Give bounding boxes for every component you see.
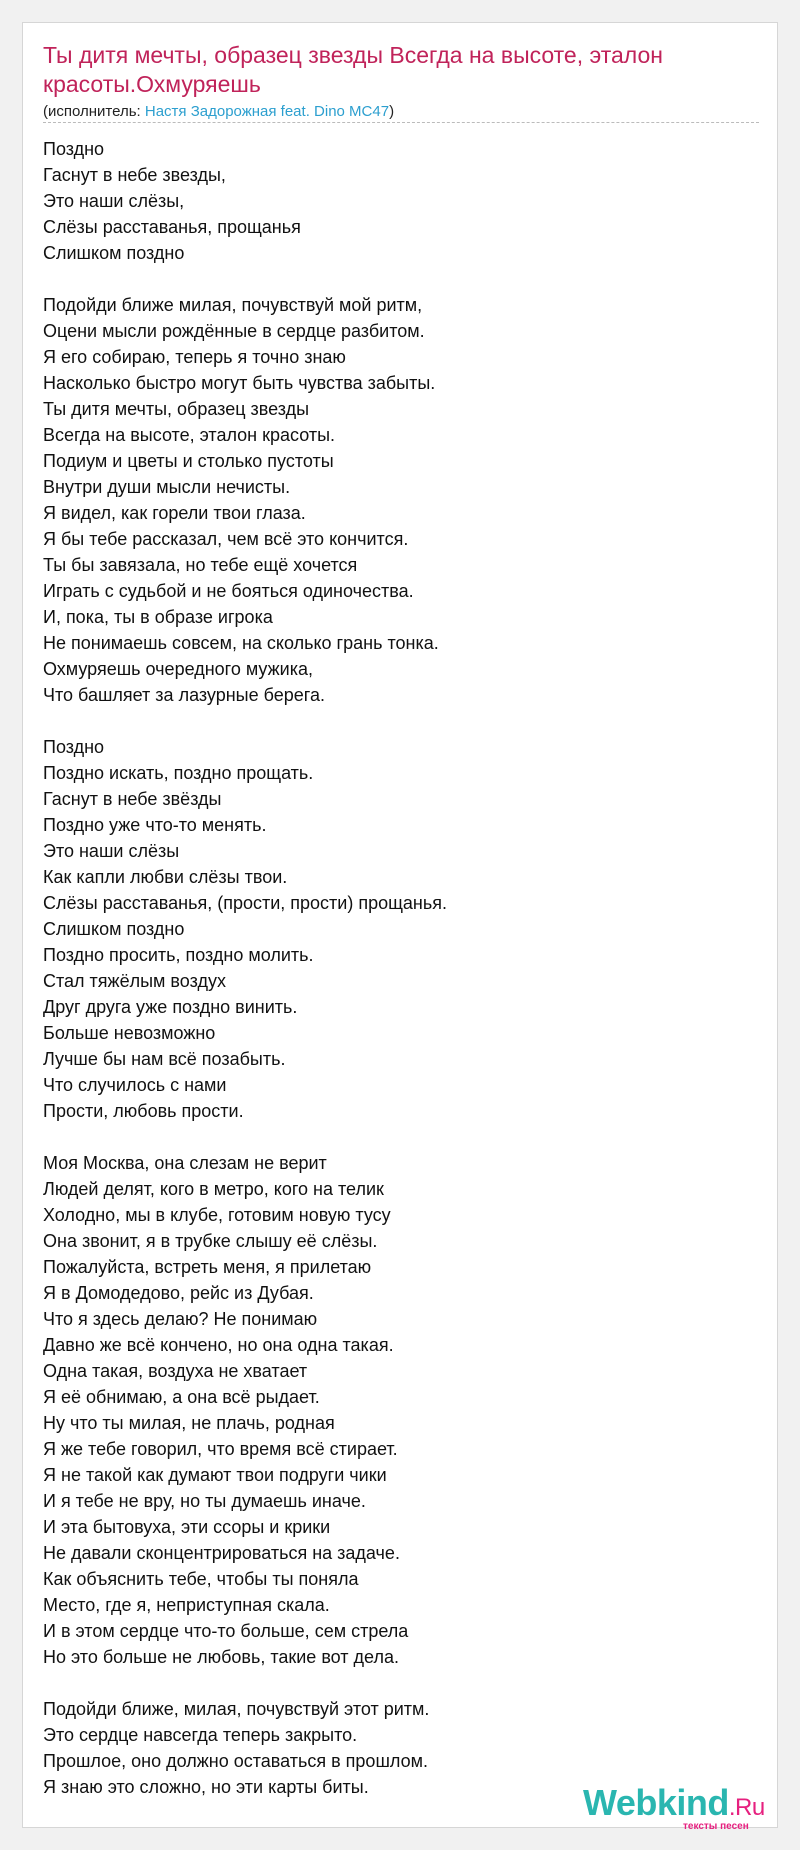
lyrics-line: Пожалуйста, встреть меня, я прилетаю: [43, 1257, 372, 1277]
lyrics-line: Гаснут в небе звёзды: [43, 789, 222, 809]
lyrics-line: Это наши слёзы,: [43, 191, 185, 211]
lyrics-line: Слёзы расставанья, (прости, прости) прощанья.: [43, 893, 447, 913]
lyrics-stanza: [43, 734, 763, 1124]
lyrics-line: Как капли любви слёзы твои.: [43, 867, 288, 887]
lyrics-line: Гаснут в небе звезды,: [43, 165, 226, 185]
lyrics-line: Поздно уже что-то менять.: [43, 815, 267, 835]
lyrics-line: Прости, любовь прости.: [43, 1101, 244, 1121]
lyrics-line: Я его собираю, теперь я точно знаю: [43, 347, 346, 367]
lyrics-line: Подиум и цветы и столько пустоты: [43, 451, 334, 471]
artist-prefix: (исполнитель:: [43, 103, 145, 120]
lyrics-line: И я тебе не вру, но ты думаешь иначе.: [43, 1491, 366, 1511]
lyrics-line: Слишком поздно: [43, 919, 185, 939]
lyrics-line: Это наши слёзы: [43, 841, 180, 861]
lyrics-line: Больше невозможно: [43, 1023, 216, 1043]
lyrics-line: Поздно просить, поздно молить.: [43, 945, 314, 965]
lyrics-line: Я в Домодедово, рейс из Дубая.: [43, 1283, 314, 1303]
lyrics-line: Я знаю это сложно, но эти карты биты.: [43, 1777, 369, 1797]
lyrics-line: Я её обнимаю, а она всё рыдает.: [43, 1387, 320, 1407]
lyrics-line: Что случилось с нами: [43, 1075, 227, 1095]
lyrics-line: И, пока, ты в образе игрока: [43, 607, 273, 627]
lyrics-stanza: [43, 1150, 763, 1670]
lyrics-line: Лучше бы нам всё позабыть.: [43, 1049, 286, 1069]
lyrics-line: Место, где я, неприступная скала.: [43, 1595, 330, 1615]
lyrics-line: Подойди ближе милая, почувствуй мой ритм,: [43, 295, 423, 315]
lyrics-line: Всегда на высоте, эталон красоты.: [43, 425, 336, 445]
lyrics-stanza: [43, 136, 763, 266]
lyrics-line: Прошлое, оно должно оставаться в прошлом.: [43, 1751, 428, 1771]
lyrics-body: [43, 136, 763, 1826]
lyrics-line: Не понимаешь совсем, на сколько грань тонка.: [43, 633, 439, 653]
lyrics-line: Я же тебе говорил, что время всё стирает.: [43, 1439, 398, 1459]
artist-link[interactable]: Настя Задорожная feat. Dino MC47: [144, 103, 390, 120]
lyrics-line: Ты бы завязала, но тебе ещё хочется: [43, 555, 358, 575]
lyrics-line: Давно же всё кончено, но она одна такая.: [43, 1335, 394, 1355]
lyrics-line: Я бы тебе рассказал, чем всё это кончится.: [43, 529, 409, 549]
lyrics-line: Поздно искать, поздно прощать.: [43, 763, 314, 783]
artist-suffix: ): [389, 103, 395, 120]
song-title: Ты дитя мечты, образец звезды Всегда на высоте, эталон красоты.Охмуряешь: [43, 42, 663, 97]
lyrics-line: Я не такой как думают твои подруги чики: [43, 1465, 387, 1485]
lyrics-line: И в этом сердце что-то больше, сем стрела: [43, 1621, 409, 1641]
lyrics-line: Ну что ты милая, не плачь, родная: [43, 1413, 335, 1433]
logo-tld: .Ru: [728, 1794, 765, 1821]
lyrics-line: Я видел, как горели твои глаза.: [43, 503, 306, 523]
lyrics-line: Ты дитя мечты, образец звезды: [43, 399, 310, 419]
lyrics-card: [22, 22, 778, 1832]
lyrics-line: Людей делят, кого в метро, кого на телик: [43, 1179, 384, 1199]
lyrics-line: Поздно: [43, 139, 105, 159]
webkind-logo[interactable]: [583, 1783, 800, 1835]
lyrics-line: Внутри души мысли нечисты.: [43, 477, 291, 497]
lyrics-line: Это сердце навсегда теперь закрыто.: [43, 1725, 358, 1745]
lyrics-line: Что башляет за лазурные берега.: [43, 685, 325, 705]
lyrics-line: Поздно: [43, 737, 105, 757]
lyrics-line: Что я здесь делаю? Не понимаю: [43, 1309, 318, 1329]
lyrics-stanza: [43, 292, 763, 708]
lyrics-line: Она звонит, я в трубке слышу её слёзы.: [43, 1231, 378, 1251]
lyrics-line: Друг друга уже поздно винить.: [43, 997, 298, 1017]
lyrics-line: Оцени мысли рождённые в сердце разбитом.: [43, 321, 425, 341]
lyrics-line: Холодно, мы в клубе, готовим новую тусу: [43, 1205, 391, 1225]
logo-tagline: тексты песен: [683, 1821, 749, 1832]
lyrics-line: Стал тяжёлым воздух: [43, 971, 226, 991]
artist-line: [43, 103, 394, 121]
lyrics-line: Играть с судьбой и не бояться одиночества.: [43, 581, 414, 601]
lyrics-line: Одна такая, воздуха не хватает: [43, 1361, 308, 1381]
lyrics-line: Моя Москва, она слезам не верит: [43, 1153, 327, 1173]
lyrics-line: Охмуряешь очередного мужика,: [43, 659, 313, 679]
lyrics-line: Как объяснить тебе, чтобы ты поняла: [43, 1569, 359, 1589]
logo-main-text: Webkind: [583, 1782, 729, 1823]
lyrics-line: Подойди ближе, милая, почувствуй этот ритм.: [43, 1699, 430, 1719]
lyrics-line: Не давали сконцентрироваться на задаче.: [43, 1543, 400, 1563]
lyrics-line: Но это больше не любовь, такие вот дела.: [43, 1647, 399, 1667]
lyrics-line: И эта бытовуха, эти ссоры и крики: [43, 1517, 331, 1537]
lyrics-line: Слёзы расставанья, прощанья: [43, 217, 301, 237]
header-divider: [43, 122, 759, 123]
lyrics-line: Насколько быстро могут быть чувства забыты.: [43, 373, 436, 393]
lyrics-line: Слишком поздно: [43, 243, 185, 263]
